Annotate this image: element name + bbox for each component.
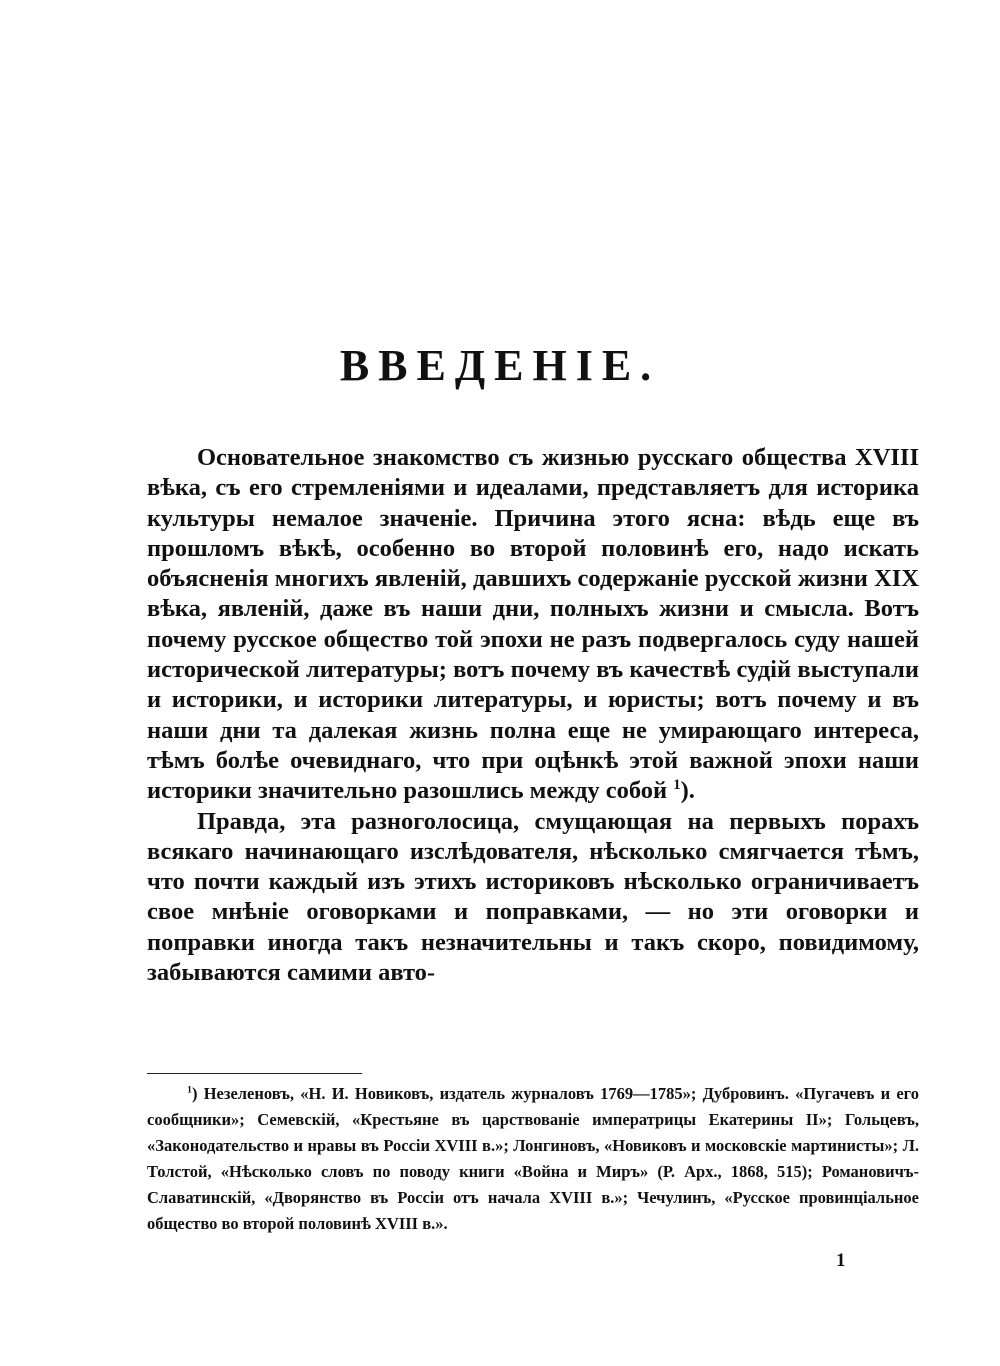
footnote xyxy=(147,1081,919,1237)
footnote-marker: 1 xyxy=(187,1084,192,1096)
paragraph xyxy=(147,807,919,989)
paragraph xyxy=(147,443,919,807)
footnotes xyxy=(147,1081,919,1237)
paragraph-text: Правда, эта разноголосица, смущающая на первыхъ порахъ всякаго начинающаго изслѣдователя, нѣсколько смягчается тѣмъ, что почти каждый изъ этихъ историковъ нѣсколько ограничиваетъ свое мнѣніе оговорками и поправками, — но эти оговорки и поправки иногда такъ незначительны и такъ скоро, повидимому, забываются самими авто- xyxy=(147,807,919,987)
footnote-ref[interactable]: 1 xyxy=(673,777,681,794)
paragraph-text: Основательное знакомство съ жизнью русскаго общества XVIII вѣка, съ его стремленіями и идеалами, представляетъ для историка культуры немалое значеніе. Причина этого ясна: вѣдь еще въ прошломъ вѣкѣ, особенно во второй половинѣ его, надо искать объясненія многихъ явленій, давшихъ содержаніе русской жизни XIX вѣка, явленій, даже въ наши дни, полныхъ жизни и смысла. Вотъ почему русское общество той эпохи не разъ подвергалось суду нашей исторической литературы; вотъ почему въ качествѣ судій выступали и историки, и историки литературы, и юристы; вотъ почему и въ наши дни та далекая жизнь полна еще не умирающаго интереса, тѣмъ болѣе очевиднаго, что при оцѣнкѣ этой важной эпохи наши историки значительно разошлись между собой xyxy=(147,444,919,805)
page-number: 1 xyxy=(836,1250,846,1271)
footnote-text: ) Незеленовъ, «Н. И. Новиковъ, издатель журналовъ 1769—1785»; Дубровинъ. «Пугачевъ и его сообщники»; Семевскій, «Крестьяне въ царствованіе императрицы Екатерины II»; Гольцевъ, «Законодательство и нравы въ Россіи XVIII в.»; Лонгиновъ, «Новиковъ и московскіе мартинисты»; Л. Толстой, «Нѣсколько словъ по поводу книги «Война и Миръ» (Р. Арх., 1868, 515); Романовичъ-Славатинскій, «Дворянство въ Россіи отъ начала XVIII в.»; Чечулинъ, «Русское провинціальное общество во второй половинѣ XVIII в.». xyxy=(147,1084,919,1233)
page-title: ВВЕДЕНІЕ. xyxy=(339,341,661,390)
footnote-divider xyxy=(147,1073,362,1074)
main-text xyxy=(147,443,919,988)
paragraph-tail: ). xyxy=(680,777,695,805)
